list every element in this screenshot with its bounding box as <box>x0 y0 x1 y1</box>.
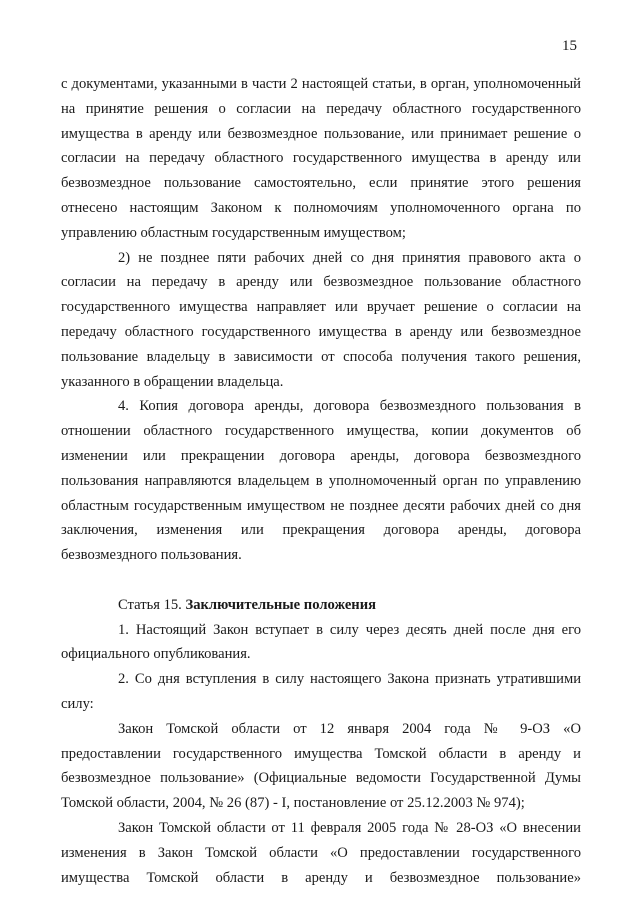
repealed-law-2: Закон Томской области от 11 февраля 2005 года № 28-ОЗ «О внесении изменения в Закон Томской области «О предоставлении государственного имущества Томской области в аренду и безвозмездное пользование» <box>61 819 581 886</box>
document-body <box>61 72 581 890</box>
repealed-law-1: Закон Томской области от 12 января 2004 года № 9-ОЗ «О предоставлении государственного имущества Томской области в аренду и безвозмездное пользование» (Официальные ведомости Государственной Думы Томской области, 2004, № 26 (87) - I, постановление от 25.12.2003 № 974); <box>61 720 581 812</box>
paragraph-part-4: 4. Копия договора аренды, договора безвозмездного пользования в отношении областного государственного имущества, копии документов об изменении или прекращении договора аренды, договора безвозмездного пользования направляются владельцем в уполномоченный орган по управлению областным государственным имуществом не позднее десяти рабочих дней со дня заключения, изменения или прекращения договора аренды, договора безвозмездного пользования. <box>61 398 581 564</box>
article-title: Заключительные положения <box>185 596 377 613</box>
article-number: Статья 15. <box>118 596 182 613</box>
paragraph-continuation: с документами, указанными в части 2 настоящей статьи, в орган, уполномоченный на принятие решения о согласии на передачу областного государственного имущества в аренду или безвозмездное пользование, или принимает решение о согласии на передачу областного государственного имущества в аренду или безвозмездное пользование самостоятельно, если принятие этого решения отнесено настоящим Законом к полномочиям уполномоченного органа по управлению областным государственным имуществом; <box>61 76 581 241</box>
paragraph-item-2: 2) не позднее пяти рабочих дней со дня принятия правового акта о согласии на передачу в аренду или безвозмездное пользование областного государственного имущества направляет или вручает решение о согласии на передачу областного государственного имущества в аренду или безвозмездное пользование владельцу в зависимости от способа получения такого решения, указанного в обращении владельца. <box>61 249 581 390</box>
article-heading <box>61 593 581 618</box>
page-number: 15 <box>562 38 577 54</box>
article-paragraph-2: 2. Со дня вступления в силу настоящего Закона признать утратившими силу: <box>61 671 581 712</box>
article-paragraph-1: 1. Настоящий Закон вступает в силу через десять дней после дня его официального опубликования. <box>61 621 581 663</box>
